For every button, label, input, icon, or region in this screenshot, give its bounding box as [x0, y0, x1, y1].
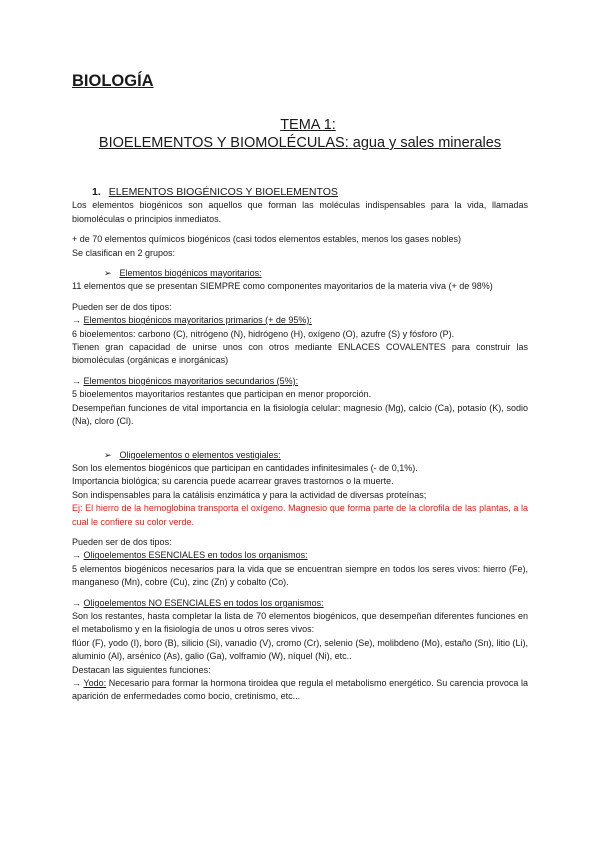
bullet-arrow-icon: ➢: [104, 268, 112, 279]
yodo-paragraph: [72, 677, 528, 704]
mayoritarios-desc: 11 elementos que se presentan SIEMPRE como componentes mayoritarios de la materia viva (+ de 98%): [72, 281, 493, 292]
secundarios-title: Elementos biogénicos mayoritarios secundarios (5%):: [83, 375, 299, 386]
tema-subtitle: agua y sales minerales: [352, 135, 502, 151]
tema-title: BIOELEMENTOS Y BIOMOLÉCULAS:: [98, 135, 349, 151]
oligo-title: Oligoelementos o elementos vestigiales:: [119, 449, 281, 460]
tema-heading: [0, 116, 600, 152]
oligo-tipos: Pueden ser de dos tipos:: [72, 536, 172, 547]
primarios-heading: [72, 314, 528, 327]
subject-title: BIOLOGÍA: [72, 72, 154, 90]
right-arrow-icon: →: [72, 597, 81, 608]
destacan-line: Destacan las siguientes funciones:: [72, 664, 211, 675]
esenciales-heading: [72, 549, 528, 562]
mayoritarios-title: Elementos biogénicos mayoritarios:: [119, 268, 262, 279]
oligo-catalisis: Son indispensables para la catálisis enzimática y para la actividad de diversas proteínas;: [72, 489, 427, 500]
document-body: [72, 186, 528, 704]
yodo-title: Yodo:: [83, 678, 107, 688]
primarios-desc: Tienen gran capacidad de unirse unos con otros mediante ENLACES COVALENTES para construir las biomoléculas (orgánicas e inorgánicas): [72, 342, 528, 366]
primarios-list: 6 bioelementos: carbono (C), nitrógeno (N), hidrógeno (H), oxígeno (O), azufre (S) y fósforo (P).: [72, 328, 455, 339]
section-heading: [72, 186, 528, 199]
mayoritarios-heading: [72, 267, 528, 280]
oligo-heading: [72, 449, 528, 462]
bullet-arrow-icon: ➢: [104, 449, 112, 460]
section-title: ELEMENTOS BIOGÉNICOS Y BIOELEMENTOS: [108, 186, 338, 198]
tema-number: TEMA 1:: [280, 117, 336, 133]
no-esenciales-heading: [72, 597, 528, 610]
primarios-title: Elementos biogénicos mayoritarios primarios (+ de 95%):: [83, 315, 312, 326]
right-arrow-icon: →: [72, 550, 81, 561]
oligo-desc: Son los elementos biogénicos que participan en cantidades infinitesimales (- de 0,1%).: [72, 462, 418, 473]
oligo-importancia: Importancia biológica; su carencia puede acarrear graves trastornos o la muerte.: [72, 476, 394, 487]
secundarios-heading: [72, 375, 528, 388]
no-esenciales-list: flúor (F), yodo (I), boro (B), silicio (Si), vanadio (V), cromo (Cr), selenio (Se), molibdeno (Mo), estaño (Sn), litio (Li), aluminio (Al), arsénico (As), galio (Ga), volframio (W), níquel (Ni), etc..: [72, 637, 528, 662]
secundarios-desc: Desempeñan funciones de vital importancia en la fisiología celular: magnesio (Mg), calcio (Ca), potasio (K), sodio (Na), cloro (Cl).: [72, 402, 528, 427]
right-arrow-icon: →: [72, 375, 81, 386]
yodo-desc: Necesario para formar la hormona tiroidea que regula el metabolismo energético. Su carencia provoca la aparición de enfermedades como bocio, cretinismo, etc...: [72, 678, 528, 702]
oligo-example: Ej: El hierro de la hemoglobina transporta el oxígeno. Magnesio que forma parte de la clorofila de las plantas, a la cual le confiere su color verde.: [72, 503, 528, 527]
right-arrow-icon: →: [72, 315, 81, 326]
no-esenciales-desc: Son los restantes, hasta completar la lista de 70 elementos biogénicos, que desempeñan diferentes funciones en el metabolismo y en la fisiología de unos u otros seres vivos:: [72, 610, 528, 635]
no-esenciales-title: Oligoelementos NO ESENCIALES en todos los organismos:: [83, 597, 324, 608]
right-arrow-icon: →: [72, 678, 81, 688]
esenciales-title: Oligoelementos ESENCIALES en todos los organismos:: [83, 550, 308, 561]
secundarios-list: 5 bioelementos mayoritarios restantes que participan en menor proporción.: [72, 389, 372, 400]
groups-line: Se clasifican en 2 grupos:: [72, 247, 176, 258]
tema-title-line: [0, 134, 600, 152]
count-line: + de 70 elementos químicos biogénicos (casi todos elementos estables, menos los gases nobles): [72, 234, 461, 245]
mayoritarios-tipos: Pueden ser de dos tipos:: [72, 301, 172, 312]
intro-paragraph: Los elementos biogénicos son aquellos que forman las moléculas indispensables para la vida, llamadas biomoléculas o principios inmediatos.: [72, 200, 528, 224]
section-number: 1.: [92, 186, 101, 198]
esenciales-desc: 5 elementos biogénicos necesarios para la vida que se encuentran siempre en todos los seres vivos: hierro (Fe), manganeso (Mn), cobre (Cu), zinc (Zn) y cobalto (Co).: [72, 563, 528, 588]
